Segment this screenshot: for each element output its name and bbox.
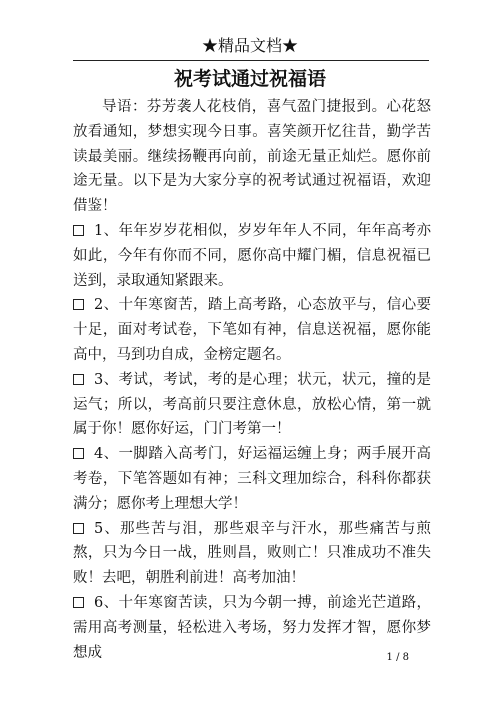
document-body <box>73 95 431 665</box>
list-item-text: 1、年年岁岁花相似，岁岁年年人不同，年年高考亦如此，今年有你而不同，愿你高中耀门楣，信息祝福已送到，录取通知紧跟来。 <box>73 222 431 289</box>
checkbox-bullet-icon <box>73 299 84 310</box>
list-item-text: 2、十年寒窗苦，踏上高考路，心态放平与，信心要十足，面对考试卷，下笔如有神，信息送祝福，愿你能高中，马到功自成，金榜定题名。 <box>73 297 431 363</box>
checkbox-bullet-icon <box>73 523 84 534</box>
checkbox-bullet-icon <box>73 225 84 236</box>
list-item <box>73 293 431 367</box>
checkbox-bullet-icon <box>73 448 84 459</box>
document-title: 祝考试通过祝福语 <box>173 68 326 90</box>
list-item <box>73 591 431 665</box>
checkbox-bullet-icon <box>73 597 84 608</box>
list-item <box>73 442 431 516</box>
list-item <box>73 517 431 591</box>
list-item-text: 6、十年寒窗苦读，只为今朝一搏，前途光芒道路，需用高考测量，轻松进入考场，努力发挥才智，愿你梦想成 <box>73 594 431 661</box>
header-divider <box>73 60 429 61</box>
list-item-text: 4、一脚踏入高考门，好运福运缠上身；两手展开高考卷，下笔答题如有神；三科文理加综合，科科你都获满分；愿你考上理想大学！ <box>73 446 431 512</box>
list-item-text: 3、考试，考试，考的是心理；状元，状元，撞的是运气；所以，考高前只要注意休息，放松心情，第一就属于你！愿你好运，门门考第一！ <box>73 371 431 438</box>
list-item <box>73 219 431 293</box>
checkbox-bullet-icon <box>73 374 84 385</box>
list-item <box>73 368 431 442</box>
list-item-text: 5、那些苦与泪，那些艰辛与汗水，那些痛苦与煎熬，只为今日一战，胜则昌，败则亡！只准成功不准失败！去吧，朝胜利前进！高考加油！ <box>73 520 431 587</box>
intro-paragraph: 导语：芬芳袭人花枝俏，喜气盈门捷报到。心花怒放看通知，梦想实现今日事。喜笑颜开忆往昔，勤学苦读最美丽。继续扬鞭再向前，前途无量正灿烂。愿你前途无量。以下是为大家分享的祝考试通过祝福语，欢迎借鉴！ <box>73 99 431 215</box>
page-number: 1 / 8 <box>386 652 409 663</box>
page-header: ★精品文档★ <box>201 36 298 55</box>
